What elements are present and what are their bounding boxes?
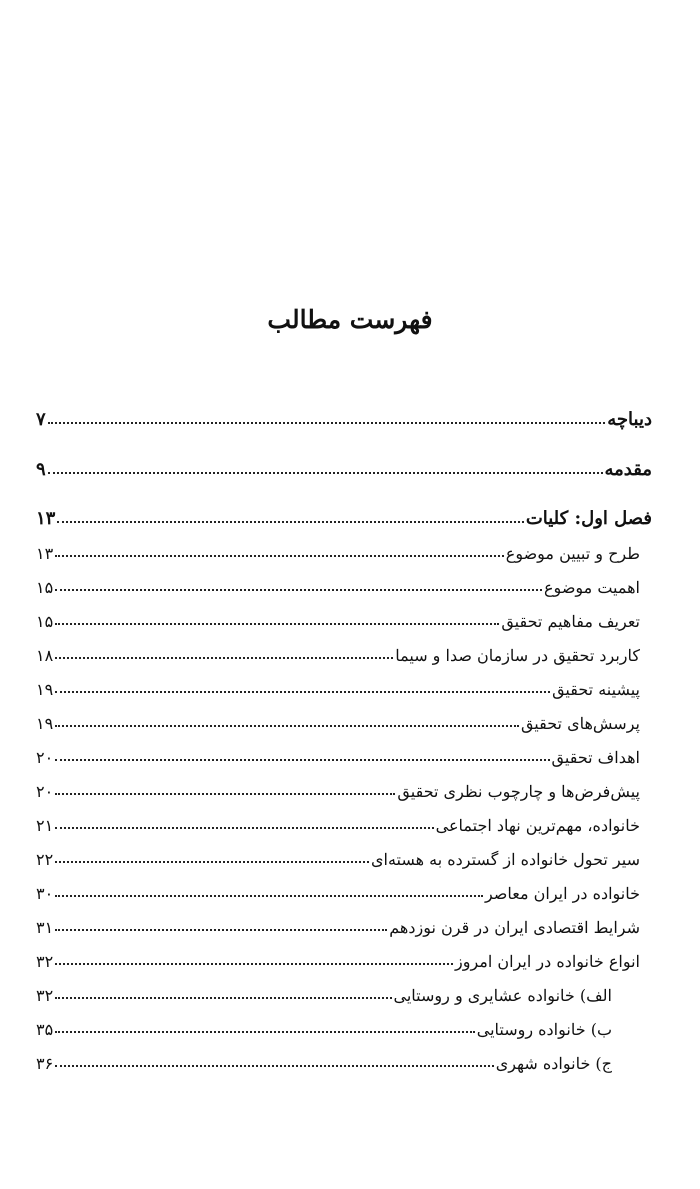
toc-entry-page: ۱۵ <box>36 578 54 597</box>
toc-entry-title: پیش‌فرض‌ها و چارچوب نظری تحقیق <box>397 782 640 801</box>
toc-entry[interactable] <box>36 499 652 529</box>
dot-leader <box>55 997 391 999</box>
toc-entry-page: ۲۲ <box>36 850 54 869</box>
dot-leader <box>48 472 603 474</box>
dot-leader <box>55 555 504 557</box>
toc-entry-title: پرسش‌های تحقیق <box>520 714 640 733</box>
toc-entry-page: ۱۹ <box>36 714 54 733</box>
toc-entry-title: پیشینه تحقیق <box>552 680 640 699</box>
toc-entry-title: شرایط اقتصادی ایران در قرن نوزدهم <box>389 918 640 937</box>
dot-leader <box>55 589 542 591</box>
dot-leader <box>55 963 453 965</box>
toc-entry-page: ۳۵ <box>36 1020 54 1039</box>
toc-entry-page: ۲۰ <box>36 782 54 801</box>
toc-entry-title: فصل اول: کلیات <box>525 508 652 529</box>
toc-entry[interactable] <box>36 1009 612 1039</box>
dot-leader <box>48 422 606 424</box>
dot-leader <box>55 1065 494 1067</box>
toc-entry-title: ج) خانواده شهری <box>495 1054 612 1073</box>
toc-entry[interactable] <box>36 907 640 937</box>
toc-entry[interactable] <box>36 873 640 903</box>
toc-entry-page: ۱۵ <box>36 612 54 631</box>
toc-entry-page: ۹ <box>36 459 46 480</box>
toc-entry-title: اهمیت موضوع <box>544 578 640 597</box>
toc-entry-page: ۱۸ <box>36 646 54 665</box>
toc-entry-page: ۱۳ <box>36 508 56 529</box>
toc-entry-page: ۱۹ <box>36 680 54 699</box>
toc-entry[interactable] <box>36 567 640 597</box>
toc-entry[interactable] <box>36 601 640 631</box>
toc-entry[interactable] <box>36 975 612 1005</box>
dot-leader <box>55 793 395 795</box>
toc-entry-page: ۲۱ <box>36 816 54 835</box>
toc-entry-page: ۳۱ <box>36 918 54 937</box>
toc-entry-title: انواع خانواده در ایران امروز <box>454 952 640 971</box>
toc-entry[interactable] <box>36 839 640 869</box>
dot-leader <box>55 929 387 931</box>
dot-leader <box>55 759 549 761</box>
toc-entry-title: سیر تحول خانواده از گسترده به هسته‌ای <box>370 850 640 869</box>
dot-leader <box>55 725 519 727</box>
toc-entry[interactable] <box>36 771 640 801</box>
toc-title: فهرست مطالب <box>267 305 433 334</box>
dot-leader <box>55 623 499 625</box>
dot-leader <box>57 521 523 523</box>
dot-leader <box>55 657 393 659</box>
dot-leader <box>55 691 550 693</box>
toc-entry-title: خانواده، مهم‌ترین نهاد اجتماعی <box>435 816 640 835</box>
toc-entry[interactable] <box>36 737 640 767</box>
toc-entry[interactable] <box>36 669 640 699</box>
toc-entry-page: ۲۰ <box>36 748 54 767</box>
toc-entry-title: کاربرد تحقیق در سازمان صدا و سیما <box>395 646 640 665</box>
toc-entry-title: تعریف مفاهیم تحقیق <box>501 612 640 631</box>
toc-entry[interactable] <box>36 941 640 971</box>
toc-entry-title: خانواده در ایران معاصر <box>484 884 640 903</box>
toc-entry[interactable] <box>36 805 640 835</box>
toc-entry[interactable] <box>36 703 640 733</box>
toc-entry-title: ب) خانواده روستایی <box>476 1020 612 1039</box>
dot-leader <box>55 1031 475 1033</box>
toc-entry[interactable] <box>36 635 640 665</box>
toc-entry[interactable] <box>36 533 640 563</box>
toc-entry-title: اهداف تحقیق <box>551 748 640 767</box>
toc-entry-title: مقدمه <box>604 459 652 480</box>
dot-leader <box>55 861 369 863</box>
toc-entry-page: ۳۶ <box>36 1054 54 1073</box>
dot-leader <box>55 827 433 829</box>
toc-entry-page: ۱۳ <box>36 544 54 563</box>
toc-entry[interactable] <box>36 400 652 430</box>
toc-entry[interactable] <box>36 1043 612 1073</box>
toc-entry-page: ۳۲ <box>36 986 54 1005</box>
toc-entry-page: ۳۲ <box>36 952 54 971</box>
toc-entry-title: الف) خانواده عشایری و روستایی <box>393 986 612 1005</box>
toc-entry-page: ۳۰ <box>36 884 54 903</box>
dot-leader <box>55 895 483 897</box>
toc-entry-page: ۷ <box>36 409 46 430</box>
toc-entry-title: دیباچه <box>607 409 652 430</box>
toc-entry[interactable] <box>36 450 652 480</box>
toc-entry-title: طرح و تبیین موضوع <box>505 544 640 563</box>
